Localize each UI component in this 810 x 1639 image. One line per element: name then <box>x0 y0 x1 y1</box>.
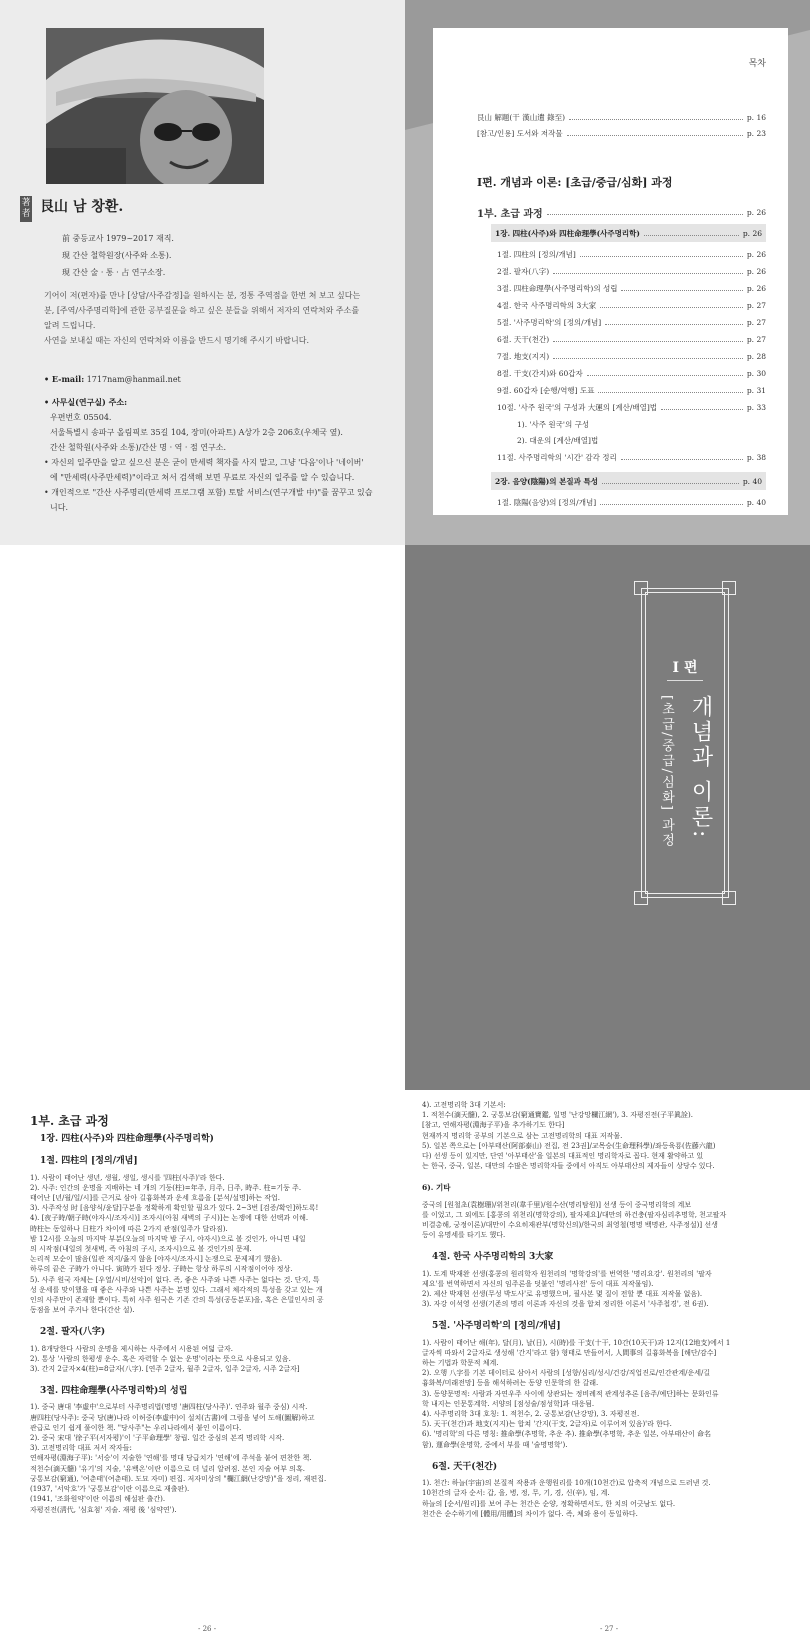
text-line: 하는 기법과 학문적 체계. <box>422 1359 499 1368</box>
toc-entry-label: 4절. 한국 사주명리학의 3大家 <box>497 300 597 310</box>
toc-header: 목차 <box>748 59 766 69</box>
intro-text <box>44 288 368 348</box>
office-line: 서울특별시 송파구 올림픽로 35길 104, 장미(아파트) A상가 2층 206호(우체국 옆). <box>50 428 343 437</box>
text-line: 의 시작점(내일의 첫새벽, 즉 아침의 子시, 조자시)으로 볼 것인가의 문제. <box>30 1245 252 1254</box>
text-line: (1941, '조화원약'이란 이름의 해설판 출간). <box>30 1495 166 1504</box>
career-line: 前 중등교사 1979~2017 재직. <box>62 234 174 243</box>
toc-entry-label: 6절. 天干(천간) <box>497 334 550 344</box>
text-line: 인의 사주만이 존재할 뿐이다. 특히 사주 원국은 기존 간의 특성(공동분포)을, 혹은 은밀인사의 공 <box>30 1296 324 1305</box>
frame-corner-ornament <box>634 891 648 905</box>
toc-entry[interactable] <box>497 247 766 261</box>
email-label: • E-mail: <box>44 374 85 384</box>
toc-part-title: I편. 개념과 이론: [초급/중급/심화] 과정 <box>477 176 673 189</box>
note-line: 니다. <box>50 503 68 512</box>
text-line: 3). 고전명리학 대표 저서 작자들: <box>30 1444 132 1453</box>
text-line: 는 한국, 중국, 일본, 대만의 수많은 명리학자들 중에서 아직도 아부태산의 제자들이 상당수 있다. <box>422 1162 715 1171</box>
text-line: 1). 8개당한다 사람의 운명을 제시하는 사주에서 시용된 여덟 글자. <box>30 1344 233 1353</box>
toc-subentry[interactable] <box>517 417 766 431</box>
section-heading: 6절. 天干(천간) <box>432 1461 498 1472</box>
toc-entry[interactable] <box>497 281 766 295</box>
text-line: 흉화복/미래전망] 등을 해석하려는 동양 인문학의 한 갈래. <box>422 1379 599 1388</box>
text-line: 연해자평(淵海子平): '서승'이 지술한 '연해'를 명대 당급치가 '연해'에 주석을 붙여 편찬한 책. <box>30 1454 312 1463</box>
toc-entry-page: p. 38 <box>746 452 766 462</box>
text-line: 3). 간지 2글자×4(柱)=8글자(八字). [연주 2글자, 월주 2글자, 일주 2글자, 시주 2글자] <box>30 1365 300 1374</box>
career-line: 現 간산 철학원장(사주와 소통). <box>62 251 172 260</box>
note-line: 에 "만세력(사주만세력)"이라고 쳐서 검색해 보면 무료로 자신의 일주를 알 수 있습니다. <box>50 473 355 482</box>
part-rule <box>667 680 703 681</box>
toc-entry[interactable] <box>497 315 766 329</box>
text-line: 2). 사주: 인간의 운명을 지배하는 네 개의 기둥(柱)=年주, 月주, 日주, 時주. 柱=기둥 주. <box>30 1183 302 1192</box>
text-line: 2). 제산 박재현 선생(무성 박도사'로 유명했으며, 필사본 몇 질이 전할 뿐 대표 저작물 없음). <box>422 1290 703 1299</box>
toc-entry-label: 2절. 팔자(八字) <box>497 266 550 276</box>
author-page <box>0 0 405 545</box>
text-line: 태어난 [년/월/일/시]를 근거로 삼아 길흉화복과 운세 흐름을 [분석/설명]하는 작업. <box>30 1194 281 1203</box>
intro-line: 기어이 저(편자)를 만나 [상담/사주감정]을 원하시는 분, 정통 주역점을 한번 쳐 보고 싶다는 <box>44 291 361 300</box>
section-body <box>422 1200 782 1241</box>
text-line: 2). 통상 '사람의 한평생 운수. 혹은 자력할 수 없는 운명'이라는 뜻으로 사용되고 있음. <box>30 1354 291 1363</box>
toc-entry-page: p. 27 <box>746 300 766 310</box>
toc-entry-page: p. 16 <box>746 112 766 122</box>
frame-corner-ornament <box>634 581 648 595</box>
text-line: 3). 동양문명적: 사람과 자연우주 사이에 상관되는 정비례적 관계성추론 [음주/예단]하는 문화인류 <box>422 1389 719 1398</box>
intro-line: 알려 드립니다. <box>44 321 96 330</box>
toc-entry[interactable] <box>477 126 766 140</box>
office-label: • 사무실(연구실) 주소: <box>44 397 128 407</box>
section-heading: 5절. '사주명리학'의 [정의/개념] <box>432 1321 561 1332</box>
toc-subentry[interactable] <box>517 433 766 447</box>
text-line: 6). '명리학'의 다른 명칭: 推命學(추명학, 추운 추). 推命學(추명학, 추운 일본, 아부태산이 命名 <box>422 1430 711 1439</box>
toc-chapter-page: p. 40 <box>742 476 762 486</box>
toc-entry-label: 8절. 干支(간지)와 60갑자 <box>497 368 583 378</box>
text-line: 4). 사주명리학 3대 호칭: 1. 적천수, 2. 궁통보감(난강망), 3. 자평진전. <box>422 1410 640 1419</box>
section-heading: 2절. 팔자(八字) <box>40 1327 106 1338</box>
toc-entry[interactable] <box>497 495 766 509</box>
frame-corner-ornament <box>722 581 736 595</box>
toc-entry-page: p. 33 <box>746 402 766 412</box>
section-body <box>422 1100 782 1171</box>
note-line: • 개인적으로 "간산 사주명리(만세력 프로그램 포함) 토탈 서비스(연구개발 中)"를 꿈꾸고 있습 <box>44 488 373 497</box>
text-line: 2). 오행 八字를 기본 데이터로 삼아서 사람의 [성향/심리/성시/건강/직업진로/인간관계/운세/길 <box>422 1369 711 1378</box>
chapter-heading: 1장. 四柱(사주)와 四柱命理學(사주명리학) <box>40 1134 214 1145</box>
author-photo-image <box>46 28 264 184</box>
toc-entry-label: 3절. 四柱命理學(사주명리학)의 성립 <box>497 283 618 293</box>
text-line: 3). 사주작성 时 [음양식/윤달]구분을 정확하게 확인할 필요가 있다. 2~3번 [검증/확인]하도록! <box>30 1204 319 1213</box>
toc-entry-page: p. 28 <box>746 351 766 361</box>
toc-entry[interactable] <box>477 110 766 124</box>
text-line: 1). 도계 박재완 선생(홍콩의 원리학자 원천리의 '명학강의'를 번역한 '명리요강'. 원천리의 '팔자 <box>422 1269 712 1278</box>
section-heading: 4절. 한국 사주명리학의 3大家 <box>432 1252 554 1263</box>
toc-entry-page: p. 26 <box>746 266 766 276</box>
text-line: 4). [夜子時/朝子時(야자시/조자시)] 조자시(아침 새벽의 子시)]는 논쟁에 대한 선택과 이해. <box>30 1214 309 1223</box>
part-subtitle: [초급/중급/심화] 과정 <box>659 695 674 849</box>
toc-chapter-label: 2장. 음양(陰陽)의 본질과 특성 <box>495 476 598 486</box>
text-line: 5). 天干(천간)과 地支(지지)는 합쳐 '간지(干支, 2글자)로 이루어져 있음)'라 한다. <box>422 1420 672 1429</box>
text-line: 10천간의 글자 순서: 갑, 을, 병, 정, 무, 기, 경, 신(辛), 임, 계. <box>422 1489 610 1498</box>
contact-info <box>44 372 374 515</box>
section-heading: 1절. 四柱의 [정의/개념] <box>40 1156 138 1167</box>
toc-chapter-label: 1장. 四柱(사주)와 四柱命理學(사주명리학) <box>495 228 640 238</box>
email-line <box>44 372 374 387</box>
text-line: 하루의 끝은 子時가 아니다. 寅時가 된다 정상. 子時는 항상 하루의 시작점이어야 정상. <box>30 1265 293 1274</box>
right-page <box>422 1100 782 1519</box>
toc-entry-page: p. 26 <box>746 249 766 259</box>
section-body <box>30 1173 385 1316</box>
text-line: 1). 사람이 태어난 생년, 생월, 생일, 생시를 '四柱(사주)'라 한다. <box>30 1173 225 1182</box>
toc-entry-label: 9절. 60갑자 [순행/역행] 도표 <box>497 385 595 395</box>
toc-bu-label: 1부. 초급 과정 <box>477 208 543 220</box>
text-line: 하늘의 [순서/원리]를 보여 주는 천간은 순양, 정확하면서도, 한 치의 어긋남도 없다. <box>422 1499 676 1508</box>
text-line: 관급로 인기 쉽게 풀이한 책. "당사주"는 우리나라에서 붙인 이름이다. <box>30 1423 242 1432</box>
text-line: 1. 적천수(滴天髓), 2. 궁통보감(窮通寶鑑, 일명 '난강망欄江網'), 3. 자평진전(子平眞詮). <box>422 1111 693 1120</box>
intro-line: 분, [주역/사주명리학]에 관한 공부질문을 하고 싶은 분들을 위해서 저자의 연락처와 주소를 <box>44 306 360 315</box>
toc-entry[interactable] <box>497 366 766 380</box>
part-divider-page <box>405 545 810 1090</box>
toc-entry-page: p. 26 <box>746 283 766 293</box>
toc-entry-page: p. 27 <box>746 317 766 327</box>
text-line: 제요'를 번역하면서 자신의 임주론을 덧붙인 '명리사전' 등이 대표 저작물임). <box>422 1279 654 1288</box>
text-line: 중국의 [원철초(袁樹珊)/위천리(韋千里)/원수산(명리탐원)] 선생 등이 중국명리학의 계보 <box>422 1200 692 1209</box>
office-line: 우편번호 05504. <box>50 413 112 422</box>
toc-entry-label: 10절. '사주 원국'의 구성과 大運의 [계산/배열]법 <box>497 402 658 412</box>
note-line: • 자신의 일주만을 알고 싶으신 분은 굳이 만세력 책자를 사지 말고, 그냥 '다음'이나 '네이버' <box>44 458 364 467</box>
toc-entry-label: 艮山 解題(干 漢山遺 錄至) <box>477 112 566 122</box>
toc-entry-label: 5절. '사주명리학'의 [정의/개념] <box>497 317 602 327</box>
body-pages <box>0 1090 810 1639</box>
toc-chapter-entry[interactable] <box>491 472 766 490</box>
text-line: 현재까지 명리학 공부의 기본으로 삼는 고전명리학의 대표 저작물. <box>422 1131 623 1140</box>
text-line: 천간은 순수하기에 [體用/用體]의 차이가 없다. 즉, 체와 용이 동일하다. <box>422 1509 638 1518</box>
toc-entry-label: 11절. 사주명리학의 '시간' 감각 정리 <box>497 452 617 462</box>
text-line: 5). 사주 원국 자체는 [우열/시비/선악]이 없다. 즉, 좋은 사주와 나쁜 사주는 없다는 것. 단지, 특 <box>30 1275 320 1284</box>
toc-chapter-entry[interactable] <box>491 224 766 242</box>
toc-subentry-label: 2). 대운의 [계산/배열]법 <box>517 435 599 445</box>
toc-page <box>405 0 810 545</box>
toc-entry-page: p. 31 <box>746 385 766 395</box>
office-line: 간산 철학원(사주와 소통)/간산 명 · 역 · 점 연구소. <box>50 443 227 452</box>
text-line: 를 이었고, 그 외에도 [홍콩의 위천리(명학강의), 팔자제요]/대만의 하건충(팔자심리추명학, 천고팔자 <box>422 1210 727 1219</box>
text-line: 다) 선생 등이 있지만, 단연 '아부태산'을 일본의 대표적인 명리학자로 꼽다. 현재 활약하고 있 <box>422 1152 704 1161</box>
text-line: 궁통보감(窮通), '여춘태'(여춘태). 도묘 자미) 편집. 저자미상의 "欄江網(난강망)"을 정리, 재편집. <box>30 1474 327 1483</box>
text-line: [참고, 연해자평(淵海子平)을 추가하기도 한다] <box>422 1121 565 1130</box>
text-line: 2). 중국 宋대 '徐子平(서자평)'이 '子平命理學' 창립. 일간 중심의 본격 명리학 시작. <box>30 1434 285 1443</box>
page-number: - 26 - <box>198 1625 217 1633</box>
section-body <box>422 1338 782 1450</box>
text-line: 1). 중국 唐대 '李虛中'으로부터 사주명리법(명명 '唐四柱(당사주)'. 연주와 월주 중심) 시작. <box>30 1403 308 1412</box>
section-bu-heading: 1부. 초급 과정 <box>30 1114 109 1128</box>
section-heading: 3절. 四柱命理學(사주명리학)의 성립 <box>40 1386 188 1397</box>
blank-page <box>0 545 405 1090</box>
toc-entry-page: p. 30 <box>746 368 766 378</box>
toc-entry[interactable] <box>497 264 766 278</box>
section-heading: 6). 기타 <box>422 1183 451 1193</box>
toc-entry[interactable] <box>497 450 766 464</box>
author-tag: 著 者 <box>20 196 32 222</box>
section-body <box>422 1478 782 1519</box>
toc-entry-page: p. 40 <box>746 497 766 507</box>
email-address[interactable]: 1717nam@hanmail.net <box>86 375 181 384</box>
text-line: 4). 고전명리학 3대 기본서: <box>422 1101 506 1109</box>
toc-entry-page: p. 27 <box>746 334 766 344</box>
toc-entry-label: 7절. 地支(지지) <box>497 351 550 361</box>
text-line: 적천수(滴天髓) '유기'의 지술, '유백온'이란 이름으로 더 널리 알려짐. 본인 지술 여부 의혹. <box>30 1464 305 1473</box>
frame-corner-ornament <box>722 891 736 905</box>
toc-entry[interactable] <box>497 332 766 346</box>
intro-line: 사연을 보내실 때는 자신의 연락처와 이름을 반드시 명기해 주시기 바랍니다. <box>44 336 309 345</box>
toc-entry-label: 1절. 陰陽(음양)의 [정의/개념] <box>497 497 597 507</box>
page-number: - 27 - <box>600 1625 619 1633</box>
text-line: 성 운세를 맞이했을 때 좋은 사주와 나쁜 사주는 분명 있다. 그래서 체각적의 특성을 갖고 있는 개 <box>30 1285 323 1294</box>
toc-bu-page: p. 26 <box>746 207 766 217</box>
part-number: I 편 <box>672 660 698 676</box>
author-photo <box>46 28 264 184</box>
text-line: (1937, '서악호'가 '궁통보감'이란 이름으로 재출판). <box>30 1485 190 1494</box>
text-line: 등이 유명세를 타기도 했다. <box>422 1231 506 1240</box>
text-line: 時柱는 동일하나 日柱가 차이에 따른 2가지 관점(일주가 달라짐). <box>30 1224 228 1233</box>
toc-entry-page: p. 23 <box>746 128 766 138</box>
toc-entry[interactable] <box>497 298 766 312</box>
text-line: 학 내지는 인문통계학. 서양의 [점성술/점성학]과 대응됨. <box>422 1399 595 1408</box>
section-body <box>30 1402 385 1514</box>
toc-chapter-page: p. 26 <box>742 228 762 238</box>
left-page <box>30 1090 385 1515</box>
toc-entry[interactable] <box>497 383 766 397</box>
text-line: 1). 사람이 태어난 해(年), 달(月), 날(日), 시(時)를 干支(十干, 10간(10天干)과 12지(12地支)에서 1 <box>422 1338 731 1347</box>
author-career <box>62 230 174 281</box>
toc-bu-entry[interactable] <box>477 204 766 220</box>
toc-entry-label: 1절. 四柱의 [정의/개념] <box>497 249 576 259</box>
text-line: 5). 일본 쪽으로는 [아부태산(阿部泰山) 전집, 전 23권]/교목승(生命理科學)/좌등육룡(佐藤六龍) <box>422 1141 716 1150</box>
toc-entry-label: [참고/인용] 도서와 저작물 <box>477 128 563 138</box>
text-line: 3). 자강 이석영 선생(기존의 명리 이론과 자신의 것을 합쳐 정리한 이론서 '사주첩경', 전 6권). <box>422 1300 709 1309</box>
text-line: 1). 천간: 하늘(宇宙)의 본질적 작용과 운행원리를 10개(10천간)로 압축적 개념으로 드러낸 것. <box>422 1479 711 1488</box>
author-name: 艮山 남 창환. <box>40 199 124 215</box>
text-line: 동점을 보여 주거나 한다(간산 설). <box>30 1306 135 1315</box>
toc-entry[interactable] <box>497 349 766 363</box>
toc-card <box>433 28 788 515</box>
toc-subentry-label: 1). '사주 원국'의 구성 <box>517 419 590 429</box>
text-line: 唐四柱(당사주): 중국 당(唐)나라 이허중(李虛中)이 설치(古書)에 그림을 넣어 도해(圖解)하고 <box>30 1413 315 1422</box>
section-body <box>422 1269 782 1310</box>
text-line: 밤 12시를 오늘의 마지막 부분(오늘의 마지막 밤 子시, 야자시)으로 볼 것인가, 아니면 내일 <box>30 1234 306 1243</box>
text-line: 함), 運命學(운명학, 중에서 부를 때 '술명명학'). <box>422 1440 568 1449</box>
text-line: 논리적 모순이 많음(일관 적지/옳지 않음 [야자시/조자시] 논쟁으로 문제제기 했음). <box>30 1255 283 1264</box>
text-line: 글자씩 따와서 2글자로 생성해 '간지'라고 함) 형태로 만들어서, 人間事의 길흉화복을 [해단/감수] <box>422 1348 717 1357</box>
toc-entry[interactable] <box>497 400 766 414</box>
career-line: 現 간산 술 · 통 · 占 연구소장. <box>62 268 166 277</box>
text-line: 자평진전(淸代, '심효첨' 지술. 재평 後 '심약연'). <box>30 1505 177 1514</box>
section-body <box>30 1344 385 1375</box>
part-title: 개념과 이론: <box>688 695 713 841</box>
text-line: 비결총해, 궁정이론)/대만이 수요히재관부(명학신의)/한국의 최영철(명명 백명관, 사주정설)] 선생 <box>422 1221 718 1230</box>
